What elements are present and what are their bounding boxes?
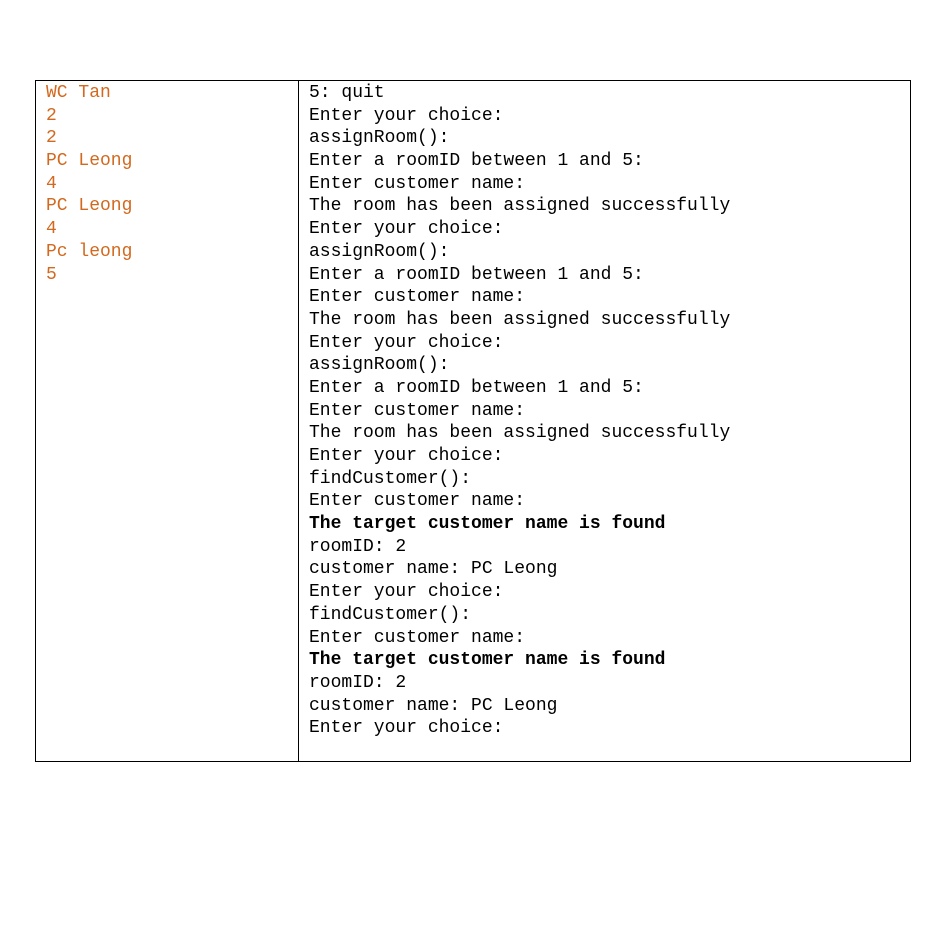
output-line: findCustomer(): xyxy=(309,604,472,625)
output-line: Enter a roomID between 1 and 5: xyxy=(309,151,644,172)
output-line: The room has been assigned successfully xyxy=(309,196,731,217)
input-line: 4 xyxy=(46,173,57,194)
output-line: Enter a roomID between 1 and 5: xyxy=(309,264,644,285)
input-line: 2 xyxy=(46,128,57,149)
output-line: Enter your choice: xyxy=(309,105,504,126)
input-line: 5 xyxy=(46,264,57,285)
output-line: The target customer name is found xyxy=(309,650,666,671)
output-line: assignRoom(): xyxy=(309,128,450,149)
io-table xyxy=(35,80,911,762)
output-line: Enter customer name: xyxy=(309,173,526,194)
output-line: Enter your choice: xyxy=(309,582,504,603)
output-line: customer name: PC Leong xyxy=(309,695,558,716)
output-line: Enter customer name: xyxy=(309,627,526,648)
output-line: Enter a roomID between 1 and 5: xyxy=(309,377,644,398)
input-line: Pc leong xyxy=(46,241,133,262)
input-line: PC Leong xyxy=(46,151,133,172)
input-line: 2 xyxy=(46,105,57,126)
output-column xyxy=(299,81,910,761)
input-line: WC Tan xyxy=(46,83,111,103)
output-line: Enter your choice: xyxy=(309,332,504,353)
output-line: Enter your choice: xyxy=(309,446,504,466)
output-line: assignRoom(): xyxy=(309,241,450,262)
output-line: The target customer name is found xyxy=(309,514,666,535)
output-line: The room has been assigned successfully xyxy=(309,423,731,444)
input-line: PC Leong xyxy=(46,196,133,217)
output-line: Enter your choice: xyxy=(309,718,504,739)
output-line: Enter customer name: xyxy=(309,400,526,421)
output-line: assignRoom(): xyxy=(309,355,450,376)
output-line: findCustomer(): xyxy=(309,468,472,489)
output-line: customer name: PC Leong xyxy=(309,559,558,580)
output-line: Enter customer name: xyxy=(309,287,526,308)
output-line: 5: quit xyxy=(309,83,385,103)
output-line: roomID: 2 xyxy=(309,672,407,693)
output-line: Enter your choice: xyxy=(309,219,504,240)
output-line: Enter customer name: xyxy=(309,491,526,512)
input-line: 4 xyxy=(46,219,57,240)
output-line: roomID: 2 xyxy=(309,536,407,557)
input-column xyxy=(36,81,299,761)
output-line: The room has been assigned successfully xyxy=(309,309,731,330)
